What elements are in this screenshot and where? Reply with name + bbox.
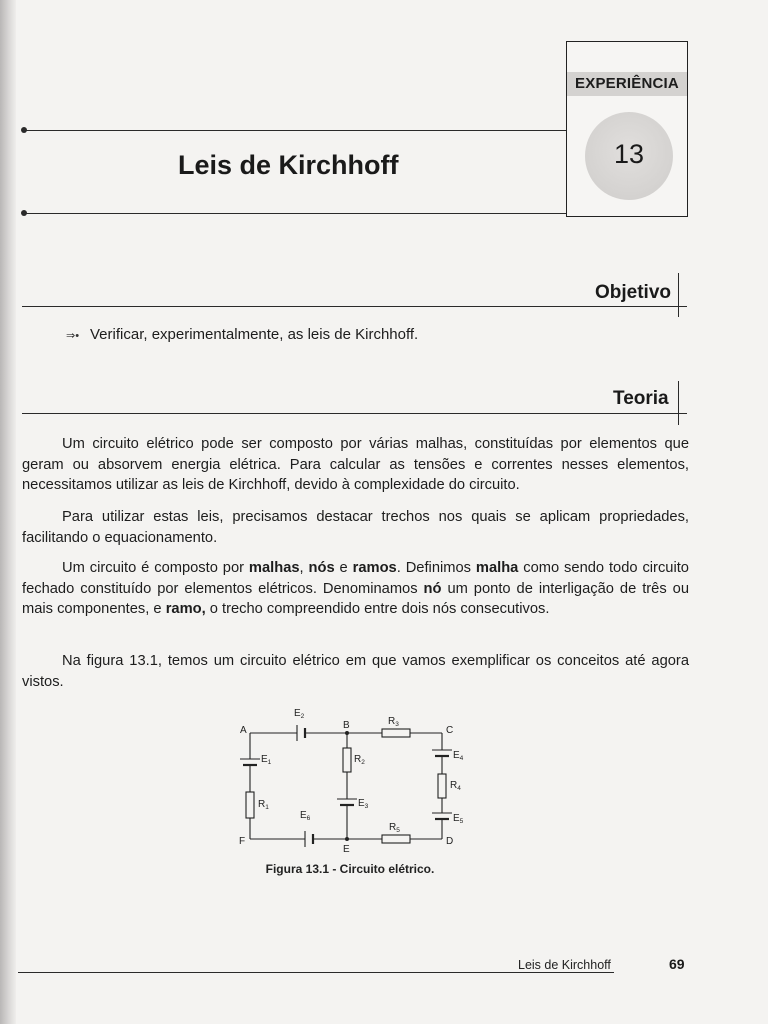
chapter-label: EXPERIÊNCIA	[567, 72, 687, 96]
source-label-e6: $E_6$	[300, 810, 311, 822]
resistor-r2	[343, 748, 351, 772]
battery-e3	[337, 799, 357, 805]
section-heading-objetivo: Objetivo	[595, 282, 672, 303]
theory-paragraph-3: Um circuito é composto por malhas, nós e ramos. Definimos malha como sendo todo circuito fechado constituído por elementos elétricos. Denominamos nó um ponto de interligação de três ou mais componentes, e ramo, o trecho compreendido entre dois nós consecutivos.	[22, 560, 689, 617]
resistor-label-r5: $R_5$	[389, 822, 400, 834]
node-label-a: A	[240, 725, 247, 736]
resistor-r3	[382, 729, 410, 737]
source-label-e5: $E_5$	[453, 813, 464, 825]
footer-running-title: Leis de Kirchhoff	[518, 958, 611, 972]
arrow-bullet-icon: ⇒•	[66, 330, 80, 342]
resistor-label-r4: $R_4$	[450, 780, 461, 792]
section-rule-teoria	[22, 413, 687, 414]
theory-paragraph-2: Para utilizar estas leis, precisamos destacar trechos nos quais se aplicam propriedades, facilitando o equacionamento.	[22, 509, 689, 546]
chapter-number: 13	[585, 112, 673, 200]
header-rule-top	[24, 130, 566, 131]
circuit-diagram	[230, 700, 490, 860]
section-heading-teoria: Teoria	[613, 388, 669, 409]
node-b-dot	[345, 731, 349, 735]
node-label-f: F	[239, 836, 246, 847]
chapter-box	[566, 41, 688, 217]
section-heading-tick	[678, 381, 679, 425]
node-label-b: B	[343, 720, 350, 731]
resistor-r1	[246, 792, 254, 818]
page-number: 69	[669, 956, 685, 972]
section-heading-tick	[678, 273, 679, 317]
battery-e1	[240, 759, 260, 765]
resistor-label-r1: $R_1$	[258, 799, 269, 811]
source-label-e2: $E_2$	[294, 708, 305, 720]
page-title: Leis de Kirchhoff	[178, 150, 399, 180]
header-rule-bottom	[24, 213, 566, 214]
resistor-label-r2: $R_2$	[354, 754, 365, 766]
battery-e4	[432, 750, 452, 756]
source-label-e1: $E_1$	[261, 754, 272, 766]
theory-paragraph-4: Na figura 13.1, temos um circuito elétrico em que vamos exemplificar os conceitos até agora vistos.	[22, 653, 689, 690]
section-rule-objetivo	[22, 306, 687, 307]
battery-e6	[305, 831, 313, 847]
node-label-e: E	[343, 844, 350, 855]
objective-text: Verificar, experimentalmente, as leis de Kirchhoff.	[90, 326, 419, 343]
battery-e2	[297, 725, 305, 741]
objective-item	[66, 326, 418, 343]
source-label-e4: $E_4$	[453, 750, 464, 762]
source-label-e3: $E_3$	[358, 798, 369, 810]
node-label-d: D	[446, 836, 454, 847]
theory-paragraph-1: Um circuito elétrico pode ser composto por várias malhas, constituídas por elementos que geram ou absorvem energia elétrica. Para calcular as tensões e correntes nesses elementos, necessitamos utilizar as leis de Kirchhoff, devido à complexidade do circuito.	[22, 436, 689, 493]
resistor-r4	[438, 774, 446, 798]
footer-rule	[18, 972, 614, 973]
node-e-dot	[345, 837, 349, 841]
figure-caption: Figura 13.1 - Circuito elétrico.	[265, 862, 435, 876]
node-label-c: C	[446, 725, 454, 736]
resistor-label-r3: $R_3$	[388, 716, 399, 728]
resistor-r5	[382, 835, 410, 843]
battery-e5	[432, 813, 452, 819]
